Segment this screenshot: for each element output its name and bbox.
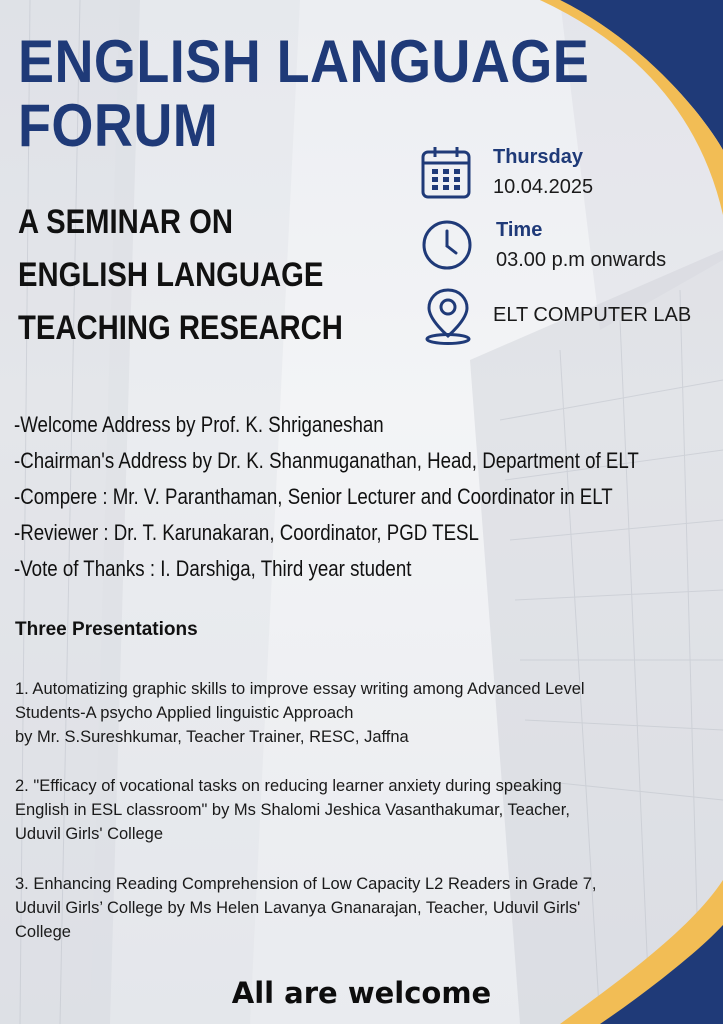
seminar-title bbox=[18, 196, 396, 355]
presentation-line: College bbox=[15, 923, 71, 941]
subtitle-line-3: TEACHING RESEARCH bbox=[18, 309, 343, 347]
calendar-icon bbox=[420, 145, 472, 200]
presentation-line: by Mr. S.Sureshkumar, Teacher Trainer, RESC, Jaffna bbox=[15, 728, 409, 746]
role-item: -Vote of Thanks : I. Darshiga, Third year student bbox=[14, 556, 412, 581]
role-item: -Compere : Mr. V. Paranthaman, Senior Lecturer and Coordinator in ELT bbox=[14, 484, 613, 509]
clock-icon bbox=[421, 219, 473, 271]
subtitle-line-2: ENGLISH LANGUAGE bbox=[18, 256, 324, 294]
forum-title bbox=[18, 30, 594, 158]
presentation-line: Uduvil Girls’ College by Ms Helen Lavanya Gnanarajan, Teacher, Uduvil Girls' bbox=[15, 899, 581, 917]
role-item: -Chairman's Address by Dr. K. Shanmuganathan, Head, Department of ELT bbox=[14, 448, 639, 473]
presentation-line: 1. Automatizing graphic skills to improve essay writing among Advanced Level bbox=[15, 680, 585, 698]
role-item: -Welcome Address by Prof. K. Shriganeshan bbox=[14, 412, 384, 437]
title-line-2: FORUM bbox=[18, 92, 219, 159]
footer-welcome: All are welcome bbox=[231, 976, 492, 1010]
presentation-item bbox=[15, 872, 715, 944]
role-item: -Reviewer : Dr. T. Karunakaran, Coordinator, PGD TESL bbox=[14, 520, 479, 545]
presentation-line: 2. "Efficacy of vocational tasks on reducing learner anxiety during speaking bbox=[15, 777, 562, 795]
presentation-line: English in ESL classroom" by Ms Shalomi Jeshica Vasanthakumar, Teacher, bbox=[15, 801, 570, 819]
location-pin-icon bbox=[422, 286, 474, 346]
event-time: 03.00 p.m onwards bbox=[496, 249, 667, 271]
presentations-heading: Three Presentations bbox=[15, 619, 198, 640]
title-line-1: ENGLISH LANGUAGE bbox=[18, 28, 590, 95]
presentation-line: Students-A psycho Applied linguistic Approach bbox=[15, 704, 354, 722]
presentation-item bbox=[15, 677, 715, 749]
subtitle-line-1: A SEMINAR ON bbox=[18, 203, 233, 241]
presentation-item bbox=[15, 774, 715, 846]
event-venue: ELT COMPUTER LAB bbox=[493, 304, 692, 326]
event-day: Thursday bbox=[493, 146, 584, 168]
event-date: 10.04.2025 bbox=[493, 176, 594, 198]
presentation-line: 3. Enhancing Reading Comprehension of Low Capacity L2 Readers in Grade 7, bbox=[15, 875, 597, 893]
programme-roles bbox=[14, 407, 711, 587]
presentation-line: Uduvil Girls' College bbox=[15, 825, 164, 843]
time-label: Time bbox=[496, 219, 543, 241]
